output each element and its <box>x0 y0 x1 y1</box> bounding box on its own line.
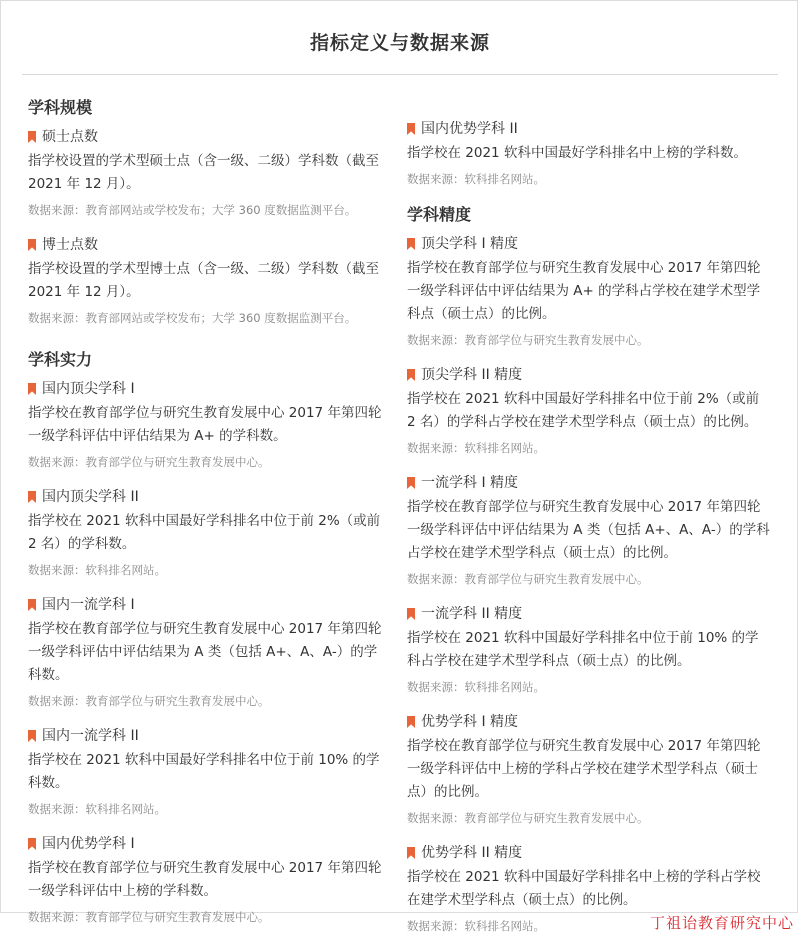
bookmark-icon <box>407 369 415 381</box>
indicator-title <box>28 486 388 508</box>
indicator-title-text: 一流学科 I 精度 <box>421 475 519 491</box>
indicator-definition: 指学校在 2021 软科中国最好学科排名中位于前 10% 的学科占学校在建学术型学科点（硕士点）的比例。 <box>407 630 759 669</box>
indicator-title <box>28 725 388 747</box>
indicator-entry <box>28 833 388 927</box>
bookmark-icon <box>28 730 36 742</box>
data-source: 数据来源：教育部学位与研究生教育发展中心。 <box>407 572 649 586</box>
indicator-definition: 指学校在 2021 软科中国最好学科排名中上榜的学科数。 <box>407 145 747 161</box>
title-divider <box>22 74 778 75</box>
data-source: 数据来源：教育部学位与研究生教育发展中心。 <box>407 333 649 347</box>
indicator-definition: 指学校设置的学术型博士点（含一级、二级）学科数（截至2021 年 12 月）。 <box>28 261 379 300</box>
bookmark-icon <box>28 383 36 395</box>
bookmark-icon <box>28 838 36 850</box>
indicator-title-text: 国内顶尖学科 I <box>42 381 135 397</box>
indicator-title-text: 一流学科 II 精度 <box>421 606 523 622</box>
indicator-title <box>407 472 772 494</box>
indicator-title <box>28 594 388 616</box>
indicator-definition: 指学校在教育部学位与研究生教育发展中心 2017 年第四轮一级学科评估中评估结果为 A+ 的学科数。 <box>28 405 382 444</box>
indicator-entry <box>407 118 772 189</box>
indicator-entry <box>28 126 388 220</box>
indicator-title <box>28 378 388 400</box>
indicator-definition: 指学校在教育部学位与研究生教育发展中心 2017 年第四轮一级学科评估中上榜的学科占学校在建学术型学科点（硕士点）的比例。 <box>407 738 761 800</box>
data-source: 数据来源：教育部学位与研究生教育发展中心。 <box>28 455 270 469</box>
watermark: 丁祖诒教育研究中心 <box>649 914 794 932</box>
section-heading: 学科实力 <box>28 350 93 369</box>
indicator-title-text: 国内优势学科 I <box>42 836 135 852</box>
indicator-title <box>28 234 388 256</box>
data-source: 数据来源：软科排名网站。 <box>28 802 166 816</box>
indicator-definition: 指学校在 2021 软科中国最好学科排名中位于前 2%（或前 2 名）的学科占学校在建学术型学科点（硕士点）的比例。 <box>407 391 760 430</box>
indicator-entry <box>407 364 772 458</box>
indicator-entry <box>28 234 388 328</box>
indicator-title <box>407 364 772 386</box>
indicator-title-text: 硕士点数 <box>42 129 98 145</box>
indicator-title-text: 顶尖学科 II 精度 <box>421 367 523 383</box>
indicator-entry <box>28 594 388 711</box>
indicator-title <box>407 842 772 864</box>
indicator-title-text: 国内一流学科 II <box>42 728 139 744</box>
bookmark-icon <box>28 239 36 251</box>
indicator-title-text: 优势学科 II 精度 <box>421 845 523 861</box>
indicator-definition: 指学校在 2021 软科中国最好学科排名中位于前 2%（或前 2 名）的学科数。 <box>28 513 381 552</box>
indicator-entry <box>407 233 772 350</box>
indicator-definition: 指学校在 2021 软科中国最好学科排名中位于前 10% 的学科数。 <box>28 752 380 791</box>
bookmark-icon <box>407 716 415 728</box>
indicator-title-text: 国内顶尖学科 II <box>42 489 139 505</box>
bookmark-icon <box>28 491 36 503</box>
indicator-entry <box>28 486 388 580</box>
indicator-definition: 指学校在教育部学位与研究生教育发展中心 2017 年第四轮一级学科评估中评估结果为 A 类（包括 A+、A、A-）的学科占学校在建学术型学科点（硕士点）的比例。 <box>407 499 770 561</box>
data-source: 数据来源：教育部学位与研究生教育发展中心。 <box>28 910 270 924</box>
right-column <box>407 118 772 950</box>
indicator-definition: 指学校在 2021 软科中国最好学科排名中上榜的学科占学校在建学术型学科点（硕士点）的比例。 <box>407 869 761 908</box>
indicator-definition: 指学校在教育部学位与研究生教育发展中心 2017 年第四轮一级学科评估中评估结果为 A+ 的学科占学校在建学术型学科点（硕士点）的比例。 <box>407 260 761 322</box>
indicator-title <box>407 233 772 255</box>
section-heading: 学科精度 <box>407 205 472 224</box>
indicator-title <box>28 833 388 855</box>
data-source: 数据来源：软科排名网站。 <box>407 441 545 455</box>
data-source: 数据来源：教育部学位与研究生教育发展中心。 <box>407 811 649 825</box>
indicator-title <box>407 118 772 140</box>
indicator-definition: 指学校在教育部学位与研究生教育发展中心 2017 年第四轮一级学科评估中评估结果为 A 类（包括 A+、A、A-）的学科数。 <box>28 621 382 683</box>
indicator-title-text: 国内优势学科 II <box>421 121 518 137</box>
bookmark-icon <box>407 608 415 620</box>
data-source: 数据来源：软科排名网站。 <box>407 172 545 186</box>
indicator-entry <box>407 711 772 828</box>
data-source: 数据来源：教育部网站或学校发布；大学 360 度数据监测平台。 <box>28 311 357 325</box>
data-source: 数据来源：教育部网站或学校发布；大学 360 度数据监测平台。 <box>28 203 357 217</box>
data-source: 数据来源：软科排名网站。 <box>407 680 545 694</box>
left-column <box>28 96 388 941</box>
bookmark-icon <box>407 847 415 859</box>
data-source: 数据来源：软科排名网站。 <box>28 563 166 577</box>
indicator-title-text: 优势学科 I 精度 <box>421 714 519 730</box>
indicator-entry <box>407 472 772 589</box>
bookmark-icon <box>28 599 36 611</box>
bookmark-icon <box>407 477 415 489</box>
indicator-title-text: 博士点数 <box>42 237 98 253</box>
bookmark-icon <box>407 123 415 135</box>
indicator-title <box>28 126 388 148</box>
data-source: 数据来源：教育部学位与研究生教育发展中心。 <box>28 694 270 708</box>
bookmark-icon <box>407 238 415 250</box>
data-source: 数据来源：软科排名网站。 <box>407 919 545 933</box>
indicator-entry <box>407 603 772 697</box>
page-title: 指标定义与数据来源 <box>309 32 490 54</box>
indicator-entry <box>28 378 388 472</box>
indicator-entry <box>28 725 388 819</box>
indicator-definition: 指学校设置的学术型硕士点（含一级、二级）学科数（截至2021 年 12 月）。 <box>28 153 379 192</box>
indicator-title-text: 国内一流学科 I <box>42 597 135 613</box>
indicator-title-text: 顶尖学科 I 精度 <box>421 236 519 252</box>
bookmark-icon <box>28 131 36 143</box>
section-heading: 学科规模 <box>28 98 93 117</box>
indicator-title <box>407 603 772 625</box>
indicator-title <box>407 711 772 733</box>
indicator-definition: 指学校在教育部学位与研究生教育发展中心 2017 年第四轮一级学科评估中上榜的学科数。 <box>28 860 382 899</box>
